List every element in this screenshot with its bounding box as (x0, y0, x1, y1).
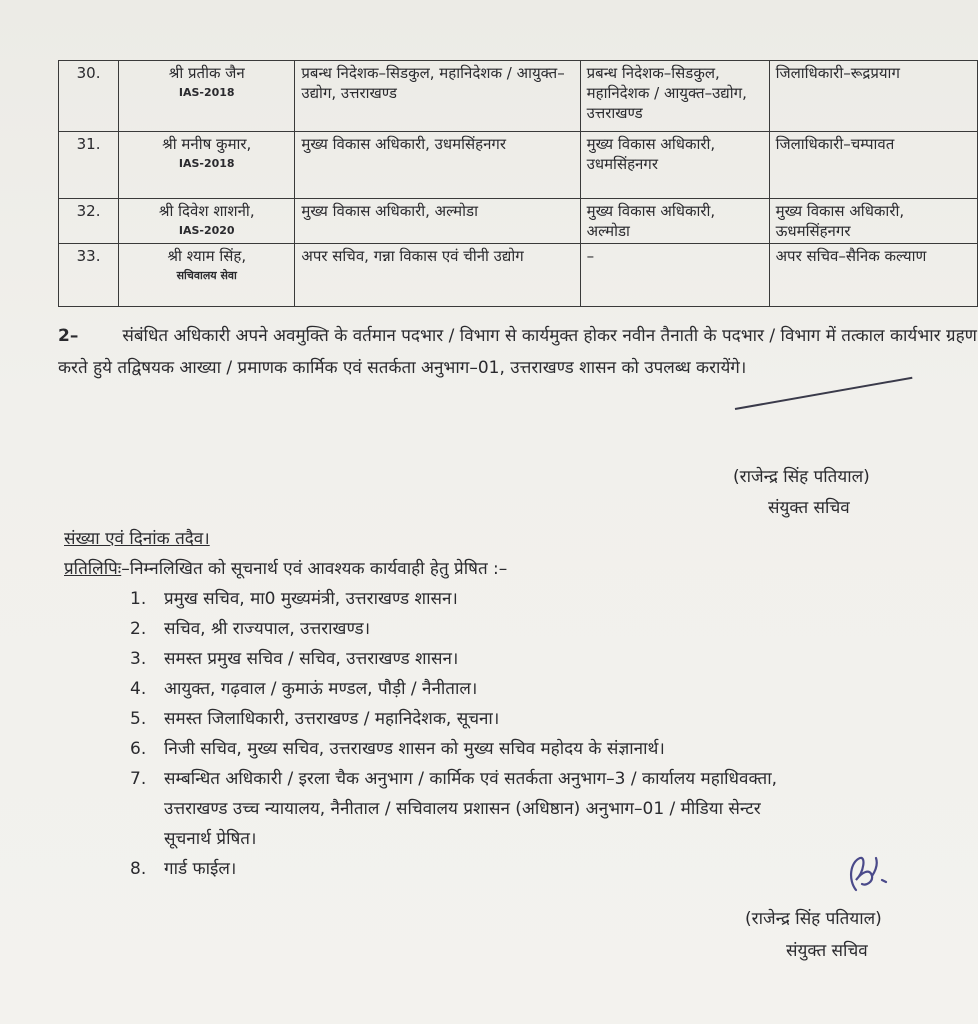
copy-recipient-list (64, 584, 978, 884)
signatory-name: (राजेन्द्र सिंह पतियाल) (733, 467, 870, 487)
item-number: 4. (130, 679, 147, 699)
officer-name: श्री दिवेश शाशनी, (158, 202, 255, 220)
table-row (59, 61, 978, 132)
item-number: 2. (130, 619, 147, 639)
officer-name-cell (119, 199, 295, 244)
current-post: प्रबन्ध निदेशक–सिडकुल, महानिदेशक / आयुक्त–उद्योग, उत्तराखण्ड (295, 61, 580, 132)
list-item (64, 734, 978, 764)
list-item (64, 704, 978, 734)
officer-name: श्री श्याम सिंह, (167, 247, 247, 265)
reference-line: संख्या एवं दिनांक तदैव। (64, 529, 210, 549)
item-text: गार्ड फाईल। (164, 859, 237, 879)
officer-service: सचिवालय सेवा (176, 269, 237, 282)
relieved-post: – (580, 244, 769, 307)
paragraph-number: 2– (58, 326, 79, 346)
officer-name-cell (119, 61, 295, 132)
item-number: 3. (130, 649, 147, 669)
item-text-line: सूचनार्थ प्रेषित। (164, 829, 257, 849)
new-post: मुख्य विकास अधिकारी, ऊधमसिंहनगर (769, 199, 977, 244)
officer-service: IAS-2020 (178, 224, 235, 237)
officer-service: IAS-2018 (178, 157, 235, 170)
initials-signature (842, 850, 902, 900)
officer-service: IAS-2018 (178, 86, 235, 99)
copy-heading-text: –निम्नलिखित को सूचनार्थ एवं आवश्यक कार्यवाही हेतु प्रेषित :– (121, 559, 508, 579)
list-item (64, 584, 978, 614)
item-number: 8. (130, 859, 147, 879)
officer-transfer-table (58, 60, 978, 307)
item-text-line: सम्बन्धित अधिकारी / इरला चैक अनुभाग / कार्मिक एवं सतर्कता अनुभाग–3 / कार्यालय महाधिवक्ता, (164, 769, 778, 789)
signatory-name: (राजेन्द्र सिंह पतियाल) (745, 909, 882, 929)
signatory-title: संयुक्त सचिव (768, 498, 850, 518)
current-post: मुख्य विकास अधिकारी, अल्मोडा (295, 199, 580, 244)
list-item (64, 644, 978, 674)
new-post: जिलाधिकारी–चम्पावत (769, 132, 977, 199)
list-item (64, 764, 978, 854)
item-text: समस्त प्रमुख सचिव / सचिव, उत्तराखण्ड शासन। (164, 649, 459, 669)
list-item (64, 674, 978, 704)
new-post: अपर सचिव–सैनिक कल्याण (769, 244, 977, 307)
officer-name: श्री प्रतीक जैन (168, 64, 245, 82)
relieved-post: मुख्य विकास अधिकारी, अल्मोडा (580, 199, 769, 244)
signatory-title: संयुक्त सचिव (786, 941, 868, 961)
serial-number: 33. (59, 244, 119, 307)
item-text-line: उत्तराखण्ड उच्च न्यायालय, नैनीताल / सचिवालय प्रशासन (अधिष्ठान) अनुभाग–01 / मीडिया सेन्टर (164, 799, 761, 819)
item-text: निजी सचिव, मुख्य सचिव, उत्तराखण्ड शासन को मुख्य सचिव महोदय के संज्ञानार्थ। (164, 739, 665, 759)
item-number: 6. (130, 739, 147, 759)
copy-label: प्रतिलिपिः (64, 559, 122, 579)
copy-heading (64, 556, 507, 579)
item-number: 1. (130, 589, 147, 609)
officer-name-cell (119, 244, 295, 307)
officer-name-cell (119, 132, 295, 199)
new-post: जिलाधिकारी–रूद्रप्रयाग (769, 61, 977, 132)
item-number: 7. (130, 769, 147, 789)
instruction-paragraph (58, 320, 978, 384)
item-text: समस्त जिलाधिकारी, उत्तराखण्ड / महानिदेशक, सूचना। (164, 709, 500, 729)
item-text: आयुक्त, गढ़वाल / कुमाऊं मण्डल, पौड़ी / नैनीताल। (164, 679, 478, 699)
table-row (59, 244, 978, 307)
list-item (64, 614, 978, 644)
relieved-post: मुख्य विकास अधिकारी, उधमसिंहनगर (580, 132, 769, 199)
serial-number: 32. (59, 199, 119, 244)
table-row (59, 199, 978, 244)
item-text: सचिव, श्री राज्यपाल, उत्तराखण्ड। (164, 619, 371, 639)
item-number: 5. (130, 709, 147, 729)
list-item (64, 854, 978, 884)
table-row (59, 132, 978, 199)
current-post: अपर सचिव, गन्ना विकास एवं चीनी उद्योग (295, 244, 580, 307)
item-text: प्रमुख सचिव, मा0 मुख्यमंत्री, उत्तराखण्ड शासन। (164, 589, 458, 609)
paragraph-text: संबंधित अधिकारी अपने अवमुक्ति के वर्तमान पदभार / विभाग से कार्यमुक्त होकर नवीन तैनाती के पदभार / विभाग में तत्काल कार्यभार ग्रहण करते हुये तद्विषयक आख्या / प्रमाणक कार्मिक एवं सतर्कता अनुभाग–01, उत्तराखण्ड शासन को उपलब्ध करायेंगे। (58, 326, 977, 378)
officer-name: श्री मनीष कुमार, (162, 135, 252, 153)
current-post: मुख्य विकास अधिकारी, उधमसिंहनगर (295, 132, 580, 199)
serial-number: 31. (59, 132, 119, 199)
serial-number: 30. (59, 61, 119, 132)
relieved-post: प्रबन्ध निदेशक–सिडकुल, महानिदेशक / आयुक्त–उद्योग, उत्तराखण्ड (580, 61, 769, 132)
